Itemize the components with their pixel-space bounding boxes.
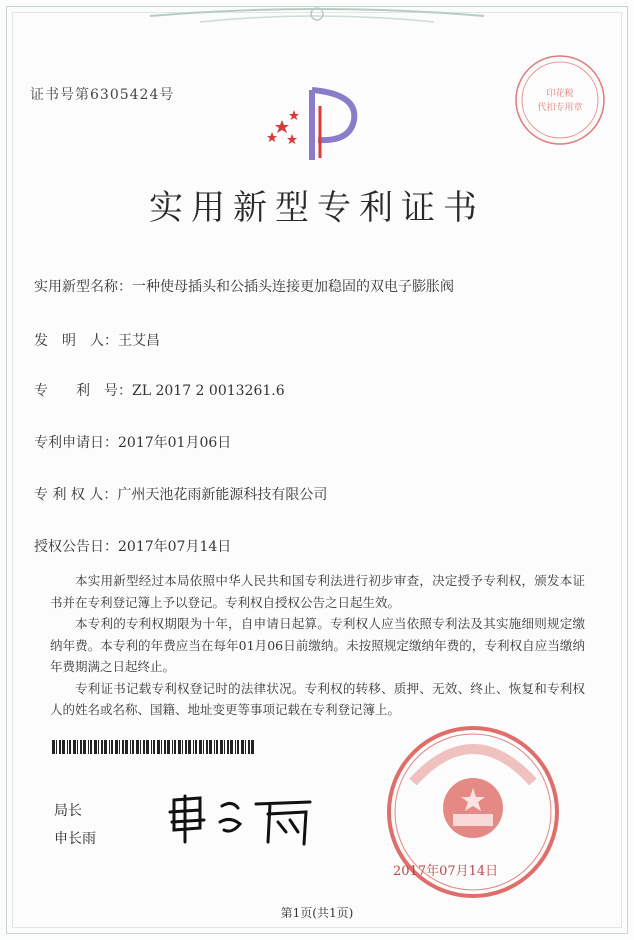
patentee-label: 专 利 权 人： (34, 487, 118, 503)
seal-date: 2017年07月14日 (393, 864, 499, 879)
page-number: 第1页(共1页) (280, 906, 354, 920)
body-paragraph: 本专利的专利权期限为十年，自申请日起算。专利权人应当依照专利法及其实施细则规定缴纳年费。本专利的年费应当在每年01月06日前缴纳。未按照规定缴纳年费的，专利权自应当缴纳年费期满之日起终止。 (50, 616, 585, 674)
patent-number-value: ZL 2017 2 0013261.6 (132, 383, 285, 399)
application-date-value: 2017年01月06日 (118, 435, 232, 451)
grant-date-value: 2017年07月14日 (118, 539, 232, 555)
director-title: 局长 (54, 803, 82, 819)
certificate-title: 实用新型专利证书 (149, 188, 485, 228)
patent-office-logo (262, 84, 372, 164)
patent-number-label: 专 利 号： (34, 383, 132, 399)
body-paragraph: 专利证书记载专利权登记时的法律状况。专利权的转移、质押、无效、终止、恢复和专利权人的姓名或名称、国籍、地址变更等事项记载在专利登记簿上。 (50, 680, 585, 717)
director-name: 申长雨 (54, 831, 96, 847)
inventor-field (34, 330, 160, 350)
certificate-number: 证书号第6305424号 (30, 87, 175, 103)
body-paragraph: 本实用新型经过本局依照中华人民共和国专利法进行初步审查，决定授予专利权，颁发本证书并在专利登记簿上予以登记。专利权自授权公告之日起生效。 (50, 573, 585, 610)
svg-text:代扣专用章: 代扣专用章 (537, 103, 583, 113)
svg-text:印花税: 印花税 (546, 89, 574, 99)
tax-stamp (512, 52, 608, 148)
director-signature (160, 782, 330, 852)
patentee-field (34, 484, 327, 504)
utility-model-name-field (34, 276, 454, 296)
certificate-body (50, 570, 585, 721)
top-ornament (0, 0, 634, 60)
inventor-label: 发 明 人： (34, 333, 118, 349)
application-date-field (34, 432, 231, 452)
utility-model-name-label: 实用新型名称： (34, 279, 132, 295)
application-date-label: 专利申请日： (34, 435, 118, 451)
grant-date-label: 授权公告日： (34, 539, 118, 555)
barcode (52, 740, 256, 754)
utility-model-name-value: 一种使母插头和公插头连接更加稳固的双电子膨胀阀 (132, 279, 454, 295)
inventor-value: 王艾昌 (118, 333, 160, 349)
patentee-value: 广州天池花雨新能源科技有限公司 (117, 487, 328, 503)
patent-number-field (34, 380, 285, 400)
grant-date-field (34, 536, 231, 556)
